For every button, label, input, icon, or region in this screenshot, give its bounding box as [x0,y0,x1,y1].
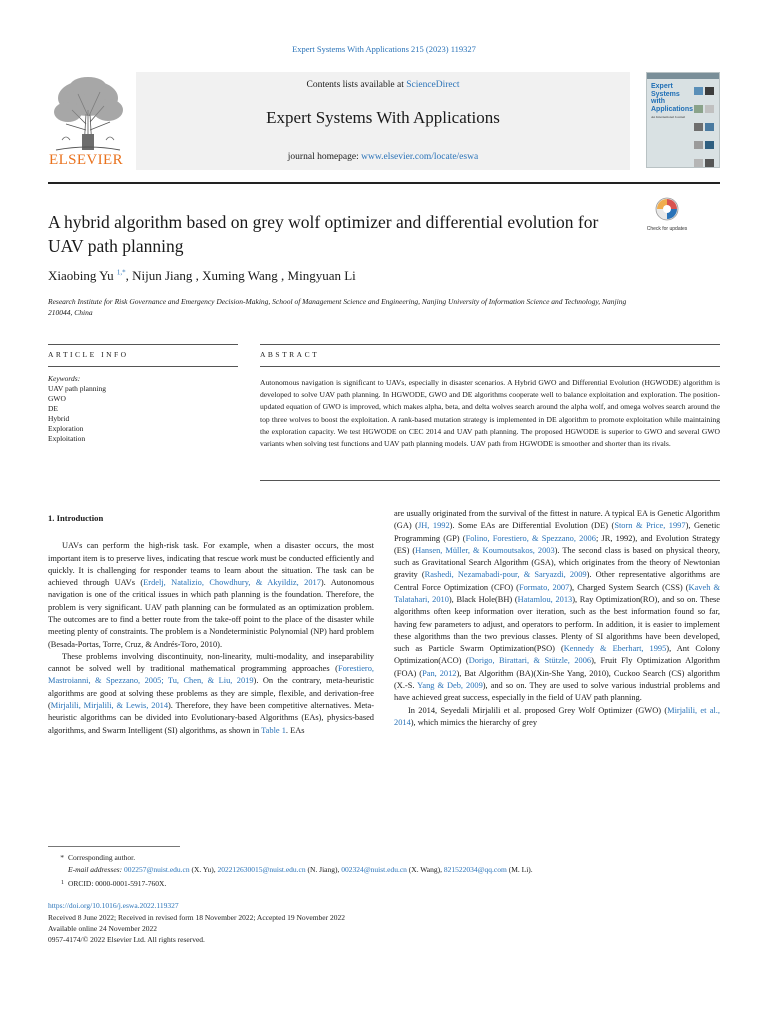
email-list [124,865,533,874]
journal-cover-thumbnail[interactable] [646,72,720,168]
footnote-corresponding [48,852,720,863]
paragraph-text: ). Other representative algorithms are Central Force Optimization (CFO) ( [394,570,721,592]
paragraph-text: ). The second class is based on physical theory, such as Gravitational Search Algorithm (GSA), which originates from the theory of Newtonian gravity ( [394,545,721,580]
email-owner: (X. Wang), [406,865,444,874]
journal-name: Expert Systems With Applications [266,108,500,127]
crossmark-icon[interactable] [652,196,682,230]
citation-link[interactable]: Rashedi, Nezamabadi-pour, & Saryazdi, 2009 [424,570,587,580]
citation-link[interactable]: Hatamlou, 2013 [517,594,573,604]
citation-link[interactable]: Kennedy & Eberhart, 1995 [563,644,667,654]
email-link[interactable]: 002324@nuist.edu.cn [341,865,407,874]
cover-tile [705,159,714,167]
footnote-mark: * [60,853,64,862]
contents-line [136,80,630,90]
journal-banner [136,72,630,170]
intro-heading: 1. Introduction [48,513,104,523]
keyword: Hybrid [48,414,70,423]
paragraph-text: are usually originated from the survival of the fittest in nature. A typical EA is Genetic Algorithm (GA) ( [394,509,720,531]
paragraph-text: ; JR, 1992), and Evolution Strategy (ES) ( [394,533,720,555]
cover-tile [694,141,703,149]
citation-link[interactable]: Yang & Deb, 2009 [417,680,483,690]
paragraph-text: ), Ant Colony Optimization(ACO) ( [394,644,720,666]
keyword: DE [48,404,58,413]
affiliation: Research Institute for Risk Governance and Emergency Decision-Making, School of Management Science and Engineering, Nanjing University of Information Science and Technology, Nanjing 210044, China [48,297,627,317]
abstract-bottom-rule [260,480,720,481]
body-paragraph [394,508,720,705]
available-online: Available online 24 November 2022 [48,924,157,933]
corresponding-text: Corresponding author. [68,853,136,862]
orcid-text: ORCID: 0000-0001-5917-760X. [68,879,167,888]
abstract-rule [260,344,720,345]
author-list [48,268,648,284]
cover-subtitle: An International Journal [651,115,686,119]
footnote-emails [48,864,720,875]
paragraph-text: ), Charged System Search (CSS) ( [569,582,689,592]
paragraph-text: ). Autonomous navigation is one of the critical issues in which path planning is the foundation. Therefore, the problem is very significant. UAV path planning can be formulated as an optimization problem. The outcomes are to find a better route from the take-off point to the place of the disaster while meeting plenty of constraints. The problem is a Nondeterministic Polynomial (NP) hard problem (Besada-Portas, Torre, Cruz, & Andrés-Toro, 2010). [48,578,374,649]
intro-paragraph [48,540,374,651]
paragraph-text: ), Ray Optimization(RO), and so on. These algorithms often keep information over iteration, such as the best information found so far, having few parameters to adjust, and operators to perform. In addition, it is easier to implement these algorithms than the two previous classes. Plenty of SI algorithms have been developed, such as Particle Swarm Optimization(PSO) ( [394,594,721,654]
email-label: E-mail addresses: [68,865,124,874]
article-info-rule-2 [48,366,238,367]
footnote-rule [48,846,180,847]
paragraph-text: These problems involving discontinuity, non-linearity, multi-modality, and inseparability cannot be solved well by traditional mathematical programming approaches ( [48,651,374,674]
paragraph-text: ), Fruit Fly Optimization Algorithm (FOA) ( [394,656,721,678]
keyword: UAV path planning [48,384,107,393]
doi-text[interactable]: https://doi.org/10.1016/j.eswa.2022.119327 [48,901,179,910]
email-owner: (M. Li). [506,865,533,874]
cover-tile [705,105,714,113]
abstract-rule-2 [260,366,720,367]
footnote-orcid [48,878,720,889]
citation-link[interactable]: Mirjalili, et al., 2014 [394,705,720,727]
paragraph-text: ). Some EAs are Differential Evolution (DE) ( [449,521,615,531]
keyword: Exploitation [48,434,86,443]
citation-link[interactable]: Mirjalili, Mirjalili, & Lewis, 2014 [50,700,169,710]
abstract-text: Autonomous navigation is significant to UAVs, especially in disaster scenarios. A Hybrid GWO and Differential Evolution (HGWODE) algorithm is developed to solve UAV path planning. In HGWODE, GWO and DE algorithms cooperate well to balance exploitation and exploration. The position-updated equation of GWO is improved, which makes alpha, beta, and delta wolves search around the alpha wolf, and omega wolves search around the top three wolves to boost the exploitation. A rank-based mutation strategy is implemented in DE algorithm to promote exploitation while maintaining the exploration capacity. We test HGWODE on CEC 2014 and UAV path planning. The proposed HGWODE is superior to GWO and several GWO variants when solving test functions and UAV path planning models. UAV path from HGWODE is smoother and shorter than its rivals. [260,378,720,449]
article-info-heading: ARTICLE INFO [48,350,129,359]
author-others[interactable]: , Nijun Jiang , Xuming Wang , Mingyuan Li [125,268,356,283]
citation-link[interactable]: Dorigo, Birattari, & Stützle, 2006 [468,656,592,666]
paragraph-text: ), Genetic Programming (GP) ( [394,521,720,543]
citation-link[interactable]: Kaveh & Talatahari, 2010 [394,582,721,604]
elsevier-wordmark: ELSEVIER [49,152,124,168]
keywords-block [48,374,238,444]
paragraph-text: ). Therefore, they have been competitive alternatives. Meta-heuristic algorithms can be divided into Evolutionary-based Algorithms (EAs), physics-based algorithms, and Swarm Intelligent (SI) algorithms, as shown in [48,700,375,735]
citation-link[interactable]: Hansen, Müller, & Koumoutsakos, 2003 [415,545,555,555]
citation-link[interactable]: JH, 1992 [417,521,450,531]
article-info-rule [48,344,238,345]
journal-citation-line[interactable]: Expert Systems With Applications 215 (2023) 119327 [292,44,476,54]
journal-header [48,72,720,176]
doi-link[interactable] [48,900,720,911]
sciencedirect-link[interactable]: ScienceDirect [406,80,460,90]
citation-link[interactable]: Formato, 2007 [518,582,570,592]
email-owner: (X. Yu), [189,865,218,874]
cover-tile [705,141,714,149]
cover-tiles [693,83,715,173]
homepage-prefix: journal homepage: [287,152,362,162]
right-column [394,508,720,729]
cover-tile [694,159,703,167]
paragraph-text: In 2014, Seyedali Mirjalili et al. proposed Grey Wolf Optimizer (GWO) ( [408,705,668,715]
citation-link[interactable]: Erdelj, Natalizio, Chowdhury, & Akyildiz, 2017 [143,578,321,588]
paragraph-text: UAVs can perform the high-risk task. For example, when a disaster occurs, the most important item is to preserve lives, indicating that rescue work must be conducted efficiently and quickly. It is challenging for responder teams to learn about the situation. The task can be achieved through UAVs ( [48,541,374,588]
homepage-line [136,152,630,162]
email-link[interactable]: 821522034@qq.com [443,865,507,874]
cover-tile [705,87,714,95]
cover-tile [694,87,703,95]
cover-tile [694,105,703,113]
crossmark-label[interactable]: Check for updates [646,226,688,232]
citation-link[interactable]: Folino, Forestiero, & Spezzano, 2006 [465,533,596,543]
cover-tile [705,123,714,131]
header-rule [48,182,720,184]
citation-link[interactable]: Table 1 [261,725,286,735]
author-first[interactable]: Xiaobing Yu [48,268,114,283]
cover-tile [694,123,703,131]
keyword: GWO [48,394,66,403]
copyright: 0957-4174/© 2022 Elsevier Ltd. All rights reserved. [48,935,205,944]
keyword: Exploration [48,424,84,433]
homepage-link[interactable]: www.elsevier.com/locate/eswa [361,152,479,162]
abstract-heading: ABSTRACT [260,350,320,359]
body-paragraph [394,705,720,730]
paragraph-text: ), Bat Algorithm (BA)(Xin-She Yang, 2010), Cuckoo Search (CS) algorithm (X.-S. [394,668,720,690]
received-dates: Received 8 June 2022; Received in revised form 18 November 2022; Accepted 19 November 2022 [48,913,346,922]
email-link[interactable]: 002257@nuist.edu.cn [123,865,190,874]
cover-band [647,73,719,79]
keywords-label: Keywords: [48,374,81,383]
email-owner: (N. Jiang), [305,865,342,874]
author-first-marks[interactable]: 1,* [116,268,126,277]
cover-title: Expert Systems with Applications [651,83,694,113]
paragraph-text: . EAs [285,725,305,735]
citation-link[interactable]: Storn & Price, 1997 [614,521,686,531]
left-column [48,512,374,737]
paragraph-text: ), Black Hole(BH) ( [448,594,518,604]
contents-prefix: Contents lists available at [306,80,407,90]
paragraph-text: ), which mimics the hierarchy of grey [410,717,538,727]
paragraph-text: ). On the contrary, meta-heuristic algorithms are good at solving these problems as they are simple, flexible, and derivation-free ( [48,676,374,710]
citation-link[interactable]: Forestiero, Mastroianni, & Spezzano, 2005; Tu, Chen, & Liu, 2019 [48,664,374,686]
article-title: A hybrid algorithm based on grey wolf optimizer and differential evolution for UAV path planning [48,212,599,256]
intro-paragraph [48,651,374,737]
citation-link[interactable]: Pan, 2012 [422,668,457,678]
email-link[interactable]: 202212630015@nuist.edu.cn [217,865,306,874]
footnote-mark: 1 [61,880,64,886]
paragraph-text: ), and so on. They are used to solve various industrial problems and have achieved great success, especially in the field of UAV path planning. [394,680,720,703]
